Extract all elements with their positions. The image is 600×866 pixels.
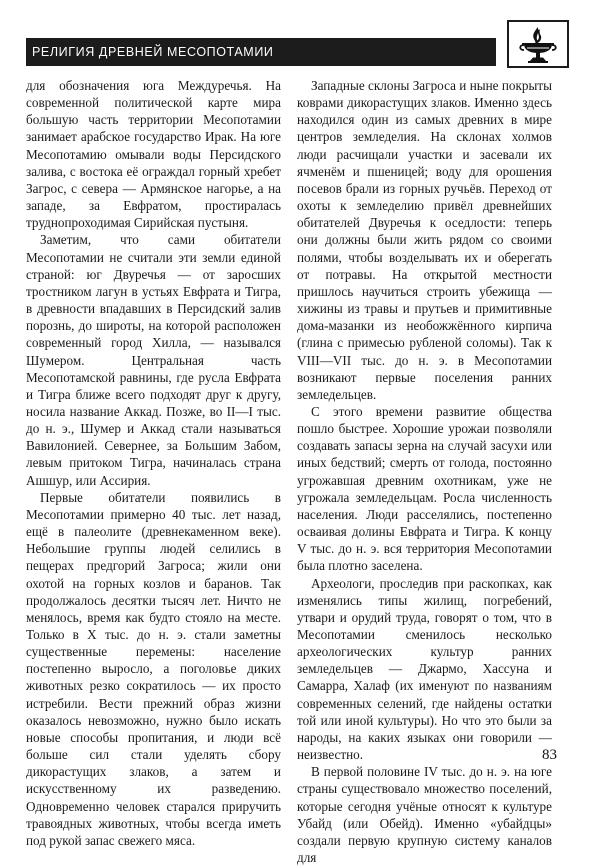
paragraph: для обозначения юга Междуречья. На современной политической карте мира большую часть территории Месопотамии занимает арабское государство Ирак. На юге Месопотамию омывали воды Персидского залива, с востока её ограждал горный хребет Загрос, с севера — Армянское нагорье, а на западе, за Евфратом, простиралась труднопроходимая Сирийская пустыня. — [26, 78, 281, 231]
paragraph: Западные склоны Загроса и ныне покрыты коврами дикорастущих злаков. Именно здесь находился один из самых древних в мире центров земледелия. На склонах холмов люди расчищали участки и засевали их ячменём и пшеницей; воду для орошения посевов брали из горных ручьёв. Переход от охоты к земледелию привёл древнейших обитателей Двуречья к оседлости: теперь они должны были жить рядом со своими полями, чтобы возделывать их и оберегать от потравы. На открытой местности пришлось научиться строить убежища — хижины из травы и прутьев и примитивные дома-мазанки из необожжённого кирпича (глина с примесью рубленой соломы). Так к VIII—VII тыс. до н. э. в Месопотамии возникают первые поселения ранних земледельцев. — [297, 78, 552, 402]
paragraph: Археологи, проследив при раскопках, как изменялись типы жилищ, погребений, утвари и орудий труда, говорят о том, что в Месопотамии сменилось несколько археологических культур ранних земледельцев — Джармо, Хассуна и Самарра, Халаф (их именуют по названиям современных селений, где найдены остатки той или иной культуры). Но что это были за народы, на каких языках они говорили — неизвестно. — [297, 575, 552, 763]
right-text-column — [297, 77, 552, 866]
paragraph: В первой половине IV тыс. до н. э. на юге страны существовало множество поселений, которые сегодня учёные относят к культуре Убайд (или Обейд). Именно «убайдцы» создали первую крупную систему каналов для — [297, 764, 552, 866]
paragraph: Первые обитатели появились в Месопотамии примерно 40 тыс. лет назад, ещё в палеолите (древнекаменном веке). Небольшие группы людей селились в пещерах предгорий Загроса; жили они охотой на горных козлов и баранов. Так продолжалось десятки тысяч лет. Ничто не менялось, время как будто стояло на месте. Только в X тыс. до н. э. стали заметны существенные перемены: население постепенно выросло, а поголовье диких животных резко сократилось — их просто истребили. Вести прежний образ жизни оказалось невозможно, нужно было искать новые способы пропитания, и люди всё больше сил стали уделять сбору дикорастущих злаков, а затем и искусственному их разведению. Одновременно человек старался приручить травоядных животных, чтобы всегда иметь под рукой запас свежего мяса. — [26, 489, 281, 848]
paragraph: С этого времени развитие общества пошло быстрее. Хорошие урожаи позволяли создавать запасы зерна на случай засухи или иных бедствий; смерть от голода, постоянно угрожавшая древним охотникам, уже не угрожала земледельцам. Росла численность населения. Люди расселялись, постепенно осваивая долины Евфрата и Тигра. К концу V тыс. до н. э. вся территория Месопотамии была плотно заселена. — [297, 403, 552, 574]
paragraph: Заметим, что сами обитатели Месопотамии не считали эти земли единой страной: юг Двуречья — от заросших тростником лагун в устьях Евфрата и Тигра, в древности впадавших в Персидский залив порознь, до широты, на которой расположен современный город Хилла, — назывался Шумером. Центральная часть Месопотамской равнины, где русла Евфрата и Тигра ближе всего подходят друг к другу, носила название Аккад. Позже, во II—I тыс. до н. э., Шумер и Аккад стали называться Вавилонией. Севернее, за Большим Забом, левым притоком Тигра, начиналась страна Ашшур, или Ассирия. — [26, 232, 281, 488]
running-header — [26, 38, 496, 66]
left-text-column — [26, 77, 281, 849]
brazier-with-flame-icon — [507, 20, 569, 68]
running-header-title: РЕЛИГИЯ ДРЕВНЕЙ МЕСОПОТАМИИ — [32, 45, 274, 59]
page-number: 83 — [542, 747, 557, 763]
